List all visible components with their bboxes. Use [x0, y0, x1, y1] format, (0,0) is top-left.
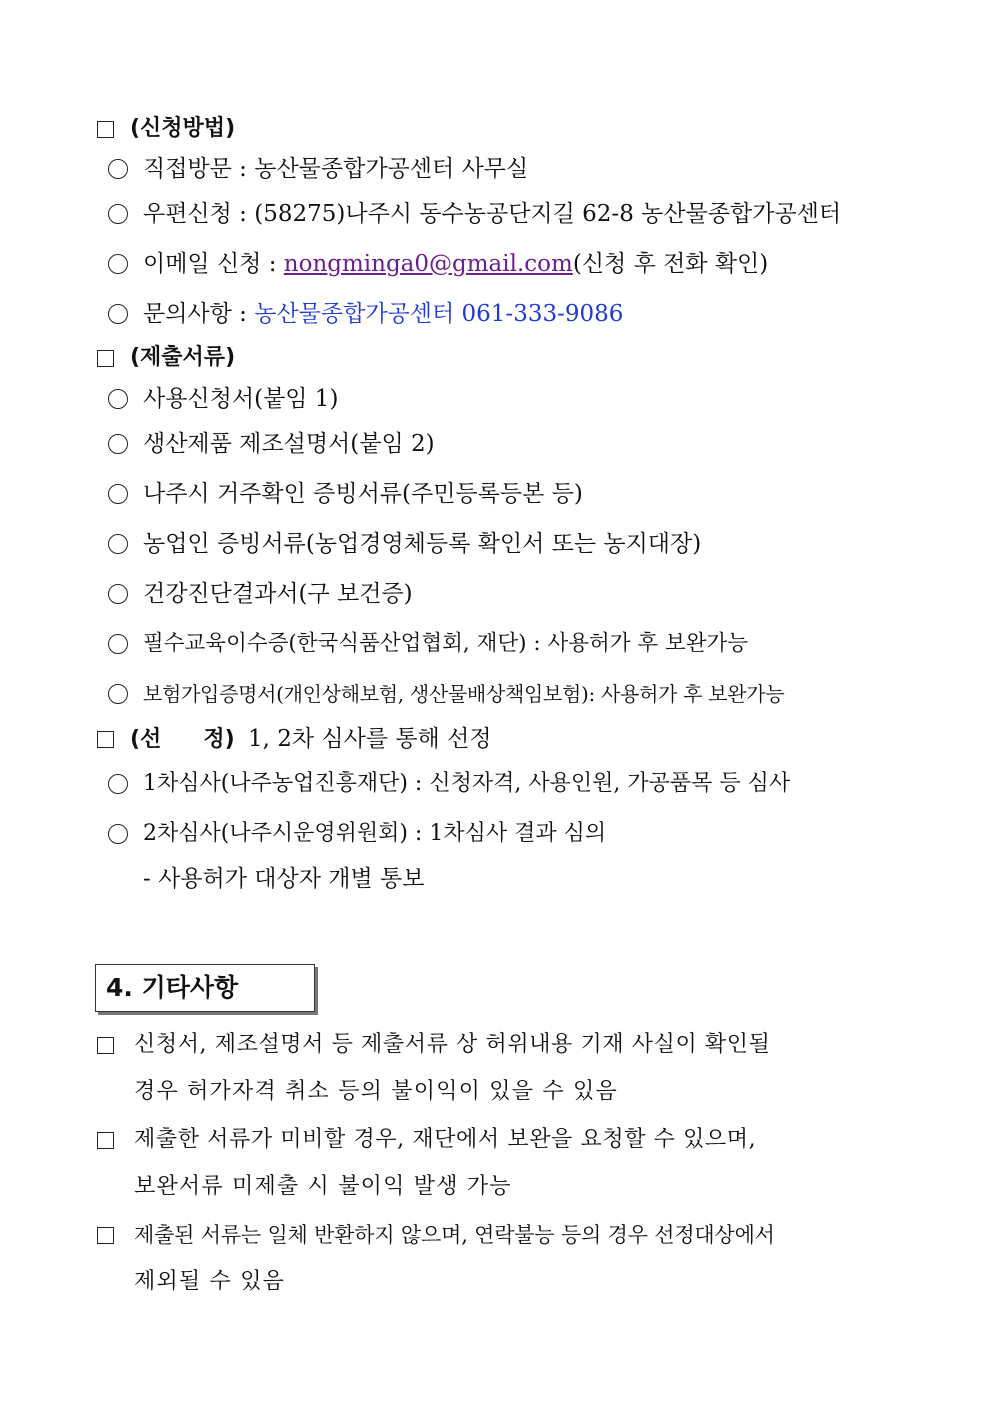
- circle-bullet-icon: [108, 684, 128, 704]
- apply-item-value: (58275)나주시 동수농공단지길 62-8 농산물종합가공센터: [254, 201, 842, 227]
- apply-item-mail: [143, 199, 841, 229]
- circle-bullet-icon: [108, 304, 128, 324]
- circle-bullet-icon: [108, 389, 128, 409]
- etc-item-line2: 보완서류 미제출 시 불이익 발생 가능: [134, 1174, 512, 1199]
- circle-bullet-icon: [108, 204, 128, 224]
- circle-bullet-icon: [108, 434, 128, 454]
- circle-bullet-icon: [108, 484, 128, 504]
- circle-bullet-icon: [108, 824, 128, 844]
- checkbox-square-icon: [97, 1227, 114, 1244]
- etc-item-line2: 경우 허가자격 취소 등의 불이익이 있을 수 있음: [134, 1079, 618, 1104]
- apply-item-label: 문의사항 :: [143, 301, 255, 327]
- apply-item-label: 이메일 신청 :: [143, 251, 284, 277]
- circle-bullet-icon: [108, 584, 128, 604]
- select-heading-b: 정): [203, 727, 235, 752]
- docs-item: 보험가입증명서(개인상해보험, 생산물배상책임보험): 사용허가 후 보완가능: [143, 682, 785, 706]
- apply-item-email: [143, 249, 768, 279]
- apply-item-label: 직접방문 :: [143, 156, 255, 182]
- etc-item-line1: 제출한 서류가 미비할 경우, 재단에서 보완을 요청할 수 있으며,: [134, 1127, 757, 1152]
- select-note: - 사용허가 대상자 개별 통보: [143, 866, 425, 892]
- circle-bullet-icon: [108, 774, 128, 794]
- section-heading-apply: (신청방법): [130, 116, 236, 141]
- docs-item: 사용신청서(붙임 1): [143, 386, 339, 412]
- select-heading-a: (선: [130, 727, 162, 752]
- checkbox-square-icon: [97, 121, 114, 138]
- section-title-etc: 4. 기타사항: [106, 973, 239, 1002]
- select-item: 1차심사(나주농업진흥재단) : 신청자격, 사용인원, 가공품목 등 심사: [143, 771, 791, 796]
- checkbox-square-icon: [97, 350, 114, 367]
- docs-item: 필수교육이수증(한국식품산업협회, 재단) : 사용허가 후 보완가능: [143, 631, 749, 656]
- circle-bullet-icon: [108, 254, 128, 274]
- select-heading-text: 1, 2차 심사를 통해 선정: [247, 726, 492, 752]
- circle-bullet-icon: [108, 159, 128, 179]
- apply-item-contact: [143, 299, 623, 329]
- apply-item-visit: [143, 154, 528, 184]
- checkbox-square-icon: [97, 1037, 114, 1054]
- select-item: 2차심사(나주시운영위원회) : 1차심사 결과 심의: [143, 821, 607, 846]
- checkbox-square-icon: [97, 731, 114, 748]
- circle-bullet-icon: [108, 534, 128, 554]
- checkbox-square-icon: [97, 1132, 114, 1149]
- apply-item-label: 우편신청 :: [143, 201, 255, 227]
- contact-info: 농산물종합가공센터 061-333-9086: [254, 301, 624, 327]
- etc-item-line1: 제출된 서류는 일체 반환하지 않으며, 연락불능 등의 경우 선정대상에서: [134, 1223, 775, 1247]
- section-heading-select: [130, 724, 492, 755]
- etc-item-line2: 제외될 수 있음: [134, 1269, 286, 1294]
- docs-item: 건강진단결과서(구 보건증): [143, 581, 413, 607]
- apply-item-suffix: (신청 후 전화 확인): [572, 251, 769, 277]
- docs-item: 생산제품 제조설명서(붙임 2): [143, 431, 435, 457]
- circle-bullet-icon: [108, 634, 128, 654]
- email-link[interactable]: nongminga0@gmail.com: [283, 251, 573, 277]
- etc-item-line1: 신청서, 제조설명서 등 제출서류 상 허위내용 기재 사실이 확인될: [134, 1032, 771, 1057]
- docs-item: 나주시 거주확인 증빙서류(주민등록등본 등): [143, 481, 583, 507]
- docs-item: 농업인 증빙서류(농업경영체등록 확인서 또는 농지대장): [143, 531, 702, 557]
- section-heading-docs: (제출서류): [130, 345, 236, 370]
- apply-item-value: 농산물종합가공센터 사무실: [254, 156, 529, 182]
